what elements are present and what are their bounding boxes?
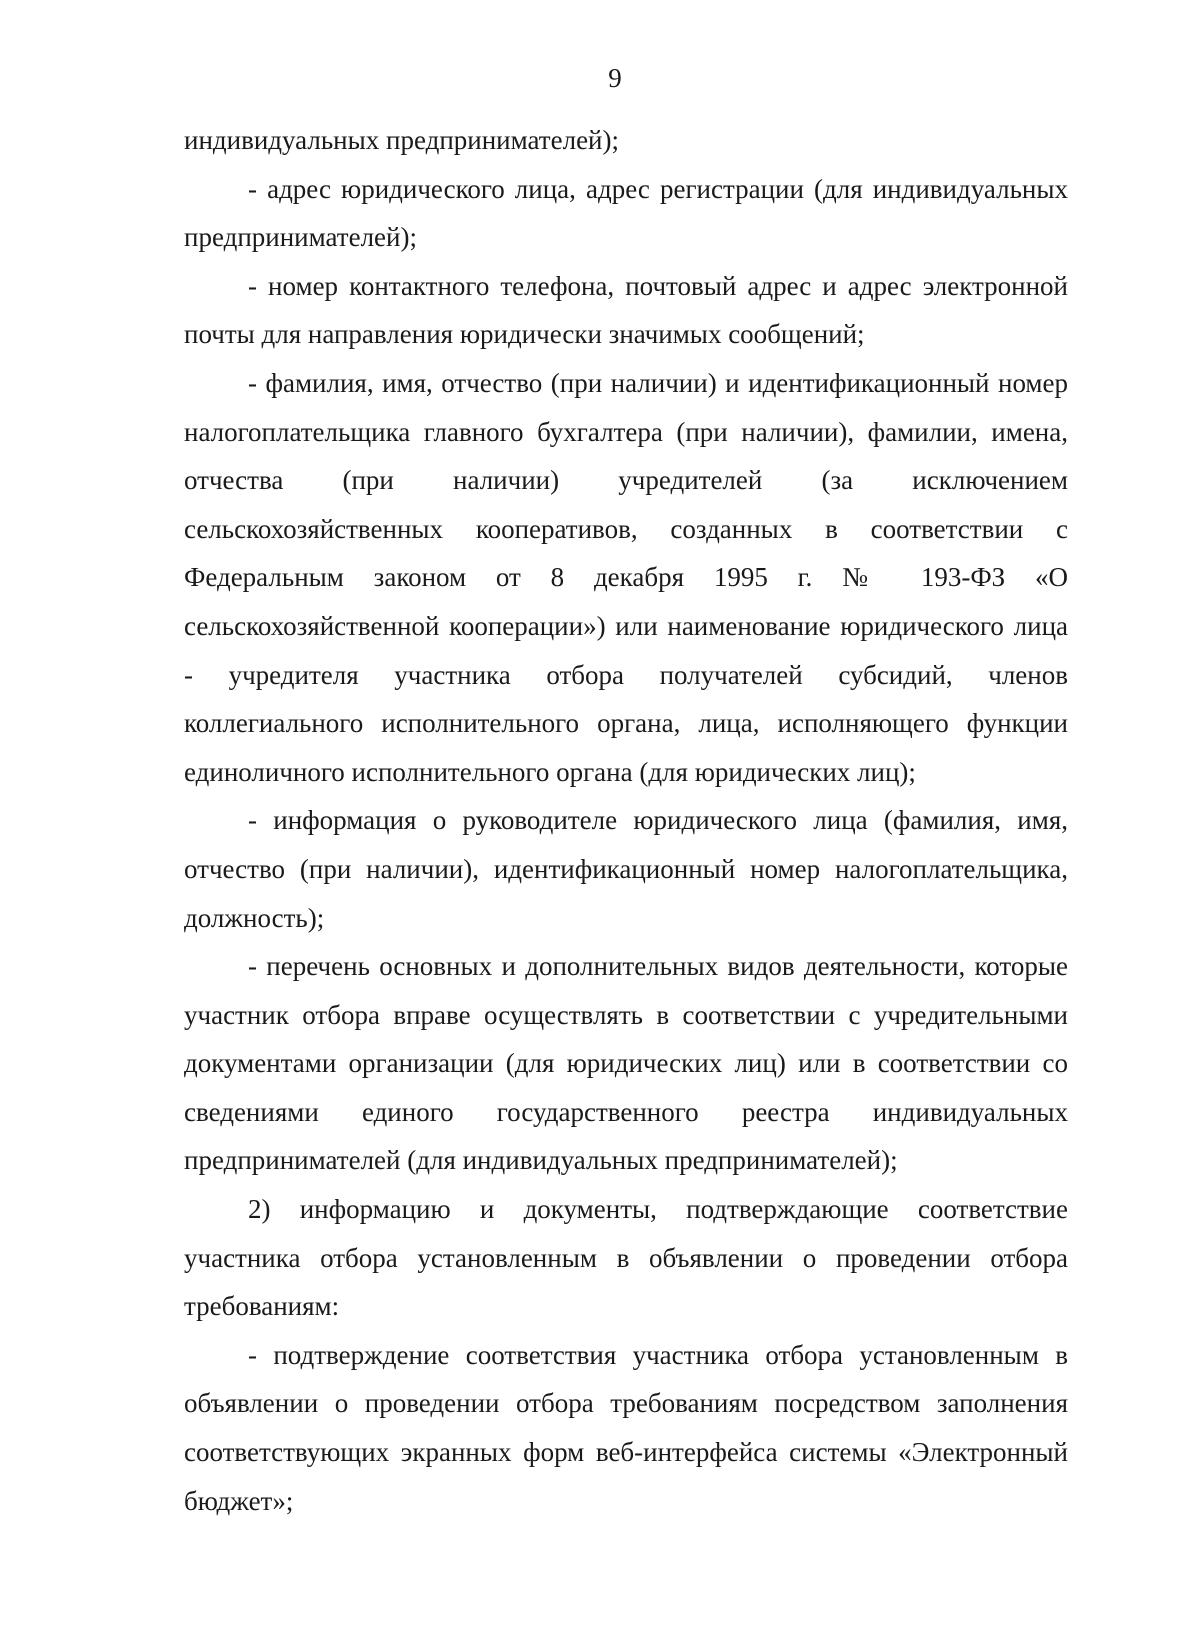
paragraph-contact-info: - номер контактного телефона, почтовый адрес и адрес электронной почты для направления юридически значимых сообщений; — [184, 270, 1068, 350]
paragraph-head-info: - информация о руководителе юридического лица (фамилия, имя, отчество (при наличии), идентификационный номер налогоплательщика, должность); — [184, 805, 1068, 933]
paragraph-founders-info: - фамилия, имя, отчество (при наличии) и идентификационный номер налогоплательщика главного бухгалтера (при наличии), фамилии, имена, отчества (при наличии) учредителей (за исключением сельскохозяйственных кооперативов, созданных в соответствии с Федеральным законом от 8 декабря 1995 г. № 193-ФЗ «О сельскохозяйственной кооперации») или наименование юридического лица - учредителя участника отбора получателей субсидий, членов коллегиального исполнительного органа, лица, исполняющего функции единоличного исполнительного органа (для юридических лиц); — [184, 367, 1068, 787]
paragraph-item-2: 2) информацию и документы, подтверждающие соответствие участника отбора установленным в объявлении о проведении отбора требованиям: — [184, 1194, 1068, 1322]
paragraph-compliance-confirmation: - подтверждение соответствия участника отбора установленным в объявлении о проведении отбора требованиям посредством заполнения соответствующих экранных форм веб-интерфейса системы «Электронный бюджет»; — [184, 1339, 1068, 1516]
paragraph-activities-list: - перечень основных и дополнительных видов деятельности, которые участник отбора вправе осуществлять в соответствии с учредительными документами организации (для юридических лиц) или в соответствии со сведениями единого государственного реестра индивидуальных предпринимателей (для индивидуальных предпринимателей); — [184, 951, 1068, 1176]
paragraph-legal-address: - адрес юридического лица, адрес регистрации (для индивидуальных предпринимателей); — [184, 173, 1068, 253]
paragraph-continuation: индивидуальных предпринимателей); — [184, 125, 619, 155]
page-number: 9 — [608, 63, 622, 93]
document-body — [184, 116, 1068, 1525]
